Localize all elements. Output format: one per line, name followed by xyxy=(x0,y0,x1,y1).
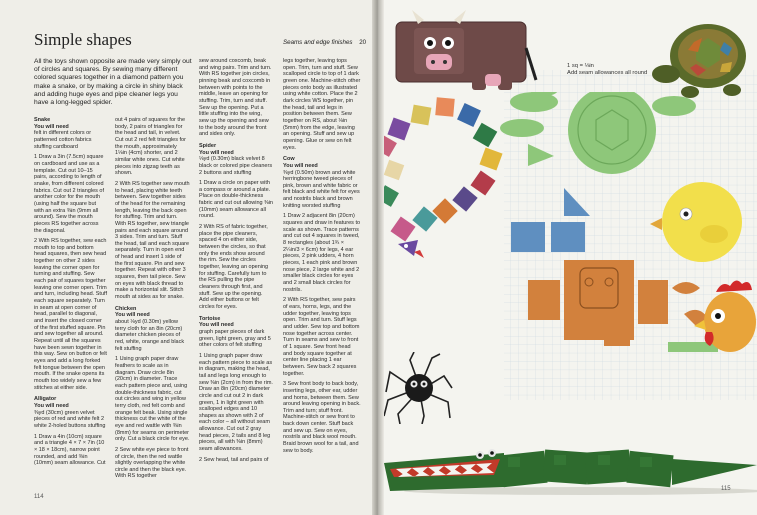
scale-note-square: 1 sq = ⅛in xyxy=(567,63,594,69)
tortoise-toy-photo xyxy=(646,12,757,104)
page-title: Simple shapes xyxy=(34,30,132,49)
cow-step-2: 2 With RS together, sew pairs of ears, horns, legs, and the udder together, leaving tops open. Trim and turn. Stuff legs and udder. Sew top and bottom nose together across center. Turn in seams and sew to front of 1 square. Sew front head and body square together at center line placing 1 ear between. Sew back 2 squares together. xyxy=(283,297,360,377)
cow-heading: Cow xyxy=(283,156,295,163)
chicken-step-2-cont: sew around coxcomb, beak and wing pairs. Trim and turn. With RS together join circles, pinning beak and coxcomb in between with points to the middle, leave an opening for stuffing. Trim, turn and stuff. Sew up the opening. Put a little stuffing into the wing, sew up the opening and sew to the body around the front and sides only. xyxy=(199,58,272,138)
chicken-need-heading: You will need xyxy=(115,312,150,319)
alligator-materials: ⅜yd (30cm) green velvet pieces of red and white felt 2 white 2-holed buttons stuffing xyxy=(34,409,106,429)
intro-paragraph: All the toys shown opposite are made very simply out of circles and squares. By sewing many different colored squares together in a diamond pattern you make a snake, or by making a circle in shiny black and adding huge eyes and pipe cleaner legs you have a long-legged spider. xyxy=(34,58,192,107)
snake-step-2: 2 With RS together, sew each mouth to top and bottom head squares, then sew head together on other 2 sides leaving the corner open for turning and stuffing. Sew each pair of squares together leaving one corner open. Trim and turn, including head. Stuff each square separately. Turn in seam at open corner of head, parallel to diagonal, and insert the closed corner of the first stuffed square. Pin and sew together all around. Repeat until all the squares have been sewn together in this way. Sew on button or felt eyes and add a long forked felt tongue between the open mouth. If the snake opens its mouth too widely sew a few stitches at either side. xyxy=(34,238,107,391)
tortoise-step-2-cont: legs together, leaving tops open. Trim, turn and stuff. Sew scalloped circle to top of 1 dark green one. Machine-stitch other pieces onto body as illustrated using white cotton. Place the 2 dark circles WS together, pin the head, tail and legs in position between them. Sew together on RS, about ⅛in (5mm) from the edge, leaving an opening. Stuff and sew up opening. Glue or sew on felt eyes. xyxy=(283,58,361,151)
cow-step-3: 3 Sew front body to back body, inserting legs, other ear, udder and horns, between them. Sew around leaving opening in back. Trim and turn; stuff front. Machine-stitch or sew front to back down center. Stuff back and sew up. Sew on eyes, nostrils and black wool mouth. Braid brown wool for a tail, and sew to body. xyxy=(283,381,361,454)
tortoise-step-2: 2 Sew head, tail and pairs of xyxy=(199,456,269,463)
alligator-step-1: 1 Draw a 4in (10cm) square and a triangle 4 × 7 × 7in (10 × 18 × 18cm), narrow point rounded, and add ⅜in (10mm) seam allowance. Cut xyxy=(34,433,106,467)
spider-materials: ⅛yd (0.30m) black velvet 8 black or colored pipe cleaners 2 buttons and stuffing xyxy=(199,156,273,176)
section-page-number: 20 xyxy=(359,39,367,46)
snake-need-heading: You will need xyxy=(34,123,69,130)
chicken-heading: Chicken xyxy=(115,305,137,312)
left-page-number: 114 xyxy=(34,494,44,500)
tortoise-materials: graph paper pieces of dark green, light green, gray and 5 other colors of felt stuffing xyxy=(199,328,271,349)
snake-toy-photo xyxy=(384,97,503,258)
cow-step-1: 1 Draw 2 adjacent 8in (20cm) squares and draw in features to scale as shown. Trace patterns and cut out 4 squares in tweed, 8 rectangles (about 1¾ × 2¼in/3 × 6cm) for legs, 4 ear pieces, 2 pink udders, 4 horn pieces, 1 each pink and brown nose piece, 2 large white and 2 smaller black circles for eyes and 2 small black circles for nostrils. xyxy=(283,213,361,293)
blue-square-shape xyxy=(511,222,545,252)
alligator-toy-photo xyxy=(384,395,757,505)
chicken-body-pattern xyxy=(662,182,742,262)
chicken-step-2: 2 Sew white eye piece to front of circle, then the red wattle slightly overlapping the white circle and then the black eye. With RS together xyxy=(115,446,189,480)
spider-step-1: 1 Draw a circle on paper with a compass or around a plate. Place on double-thickness fabric and cut out allowing ⅜in (10mm) seam allowance all round. xyxy=(199,180,273,220)
snake-step-1: 1 Draw a 3in (7.5cm) square on cardboard and use as a template. Cut out 10–15 pairs, according to length of snake, from different colored fabrics. Cut out 2 triangles of another color for the mouth (using half the square but with an extra ⅜in (9mm all around). Sew the mouth pieces RS together across the diagonal. xyxy=(34,154,105,234)
tortoise-heading: Tortoise xyxy=(199,315,221,322)
leaf-shape xyxy=(500,119,544,137)
snake-heading: Snake xyxy=(34,117,51,123)
spider-need-heading: You will need xyxy=(199,149,234,156)
triangle-shape xyxy=(528,144,554,166)
cow-toy-photo xyxy=(390,8,540,100)
text-column-3 xyxy=(199,58,273,463)
chicken-materials: about ⅛yd (0.30m) yellow terry cloth for an 8in (20cm) diameter chicken pieces of red, white, orange and black felt stuffing xyxy=(115,319,185,352)
cow-materials: ⅜yd (0.50m) brown and white herringbone tweed pieces of pink, brown and white fabric or felt black and white felt for eyes and nostrils black and brown knitting worsted stuffing xyxy=(283,169,360,209)
spider-step-2: 2 With RS of fabric together, place the pipe cleaners, spaced 4 on either side, between the circles, so that only the ends show around the rim. Sew the circles together, leaving an opening for stuffing. Carefully turn to the RS pulling the pipe cleaners through first, and stuff. Sew up the opening. Add either buttons or felt circles for eyes. xyxy=(199,224,269,310)
cow-need-heading: You will need xyxy=(283,162,318,169)
snake-materials: felt in different colors or patterned cotton fabrics stuffing cardboard xyxy=(34,130,92,150)
pattern-shapes-diagram xyxy=(384,92,757,352)
book-gutter xyxy=(372,0,384,515)
scale-note-seam: Add seam allowances all round xyxy=(567,69,648,76)
right-page-number: 115 xyxy=(721,486,731,492)
spider-heading: Spider xyxy=(199,142,217,149)
text-column-1 xyxy=(34,117,107,467)
left-page xyxy=(0,0,378,515)
right-page xyxy=(384,0,757,515)
chicken-step-1: 1 Using graph paper draw feathers to scale as in diagram. Draw circle 8in (20cm) in diameter. Trace each pattern piece and, using double-thickness fabric, cut out circles and wing in yellow terry cloth, red felt comb and orange felt beak. Using single thickness cut the white of the eye and red wattle with ⅜in (8mm) for seams on perimeter only. Cut a black circle for eye. xyxy=(115,356,190,443)
section-name: Seams and edge finishes xyxy=(283,39,353,46)
alligator-step-2: 2 With RS together sew mouth to head, placing white teeth between. Sew together sides of the head for the remaining length, leaving the back open for stuffing. Trim and turn. With RS together, sew triangle pairs and each square around 3 sides. Trim and turn. Stuff the head, tail and each square separately. Turn in open end of head and insert 1 side of the first square. Pin and sew together. Repeat with other 3 squares, then tail piece. Sew on eyes with black thread to make a horizontal slit. Stitch mouth at sides as for snake. xyxy=(115,180,190,301)
scale-note xyxy=(567,63,647,76)
text-column-4 xyxy=(283,58,361,454)
alligator-need-heading: You will need xyxy=(34,402,69,409)
tortoise-step-1: 1 Using graph paper draw each pattern piece to scale as in diagram, making the head, tail and legs long enough to sew ⅜in (2cm) in from the rim. Draw an 8in (20cm) diameter circle and cut out 2 in dark green, 1 in light green with scalloped edges and 10 shapes as shown with 2 of each color – all without seam allowance. Cut out 2 gray head pieces, 2 tails and 8 leg pieces, all with ⅜in (8mm) seam allowances. xyxy=(199,352,273,453)
tortoise-need-heading: You will need xyxy=(199,322,234,329)
running-header xyxy=(283,39,366,46)
alligator-heading: Alligator xyxy=(34,396,57,403)
tortoise-shell-pattern xyxy=(568,92,656,174)
alligator-step-1-cont: out 4 pairs of squares for the body, 2 pairs of triangles for the head and tail, in velvet. Cut out 2 red felt triangles for the mouth, approximately 1⅛in (4cm) shorter, and 2 similar white ones. Cut white pieces into zigzag teeth as shown. xyxy=(115,117,186,177)
text-column-2 xyxy=(115,117,190,480)
